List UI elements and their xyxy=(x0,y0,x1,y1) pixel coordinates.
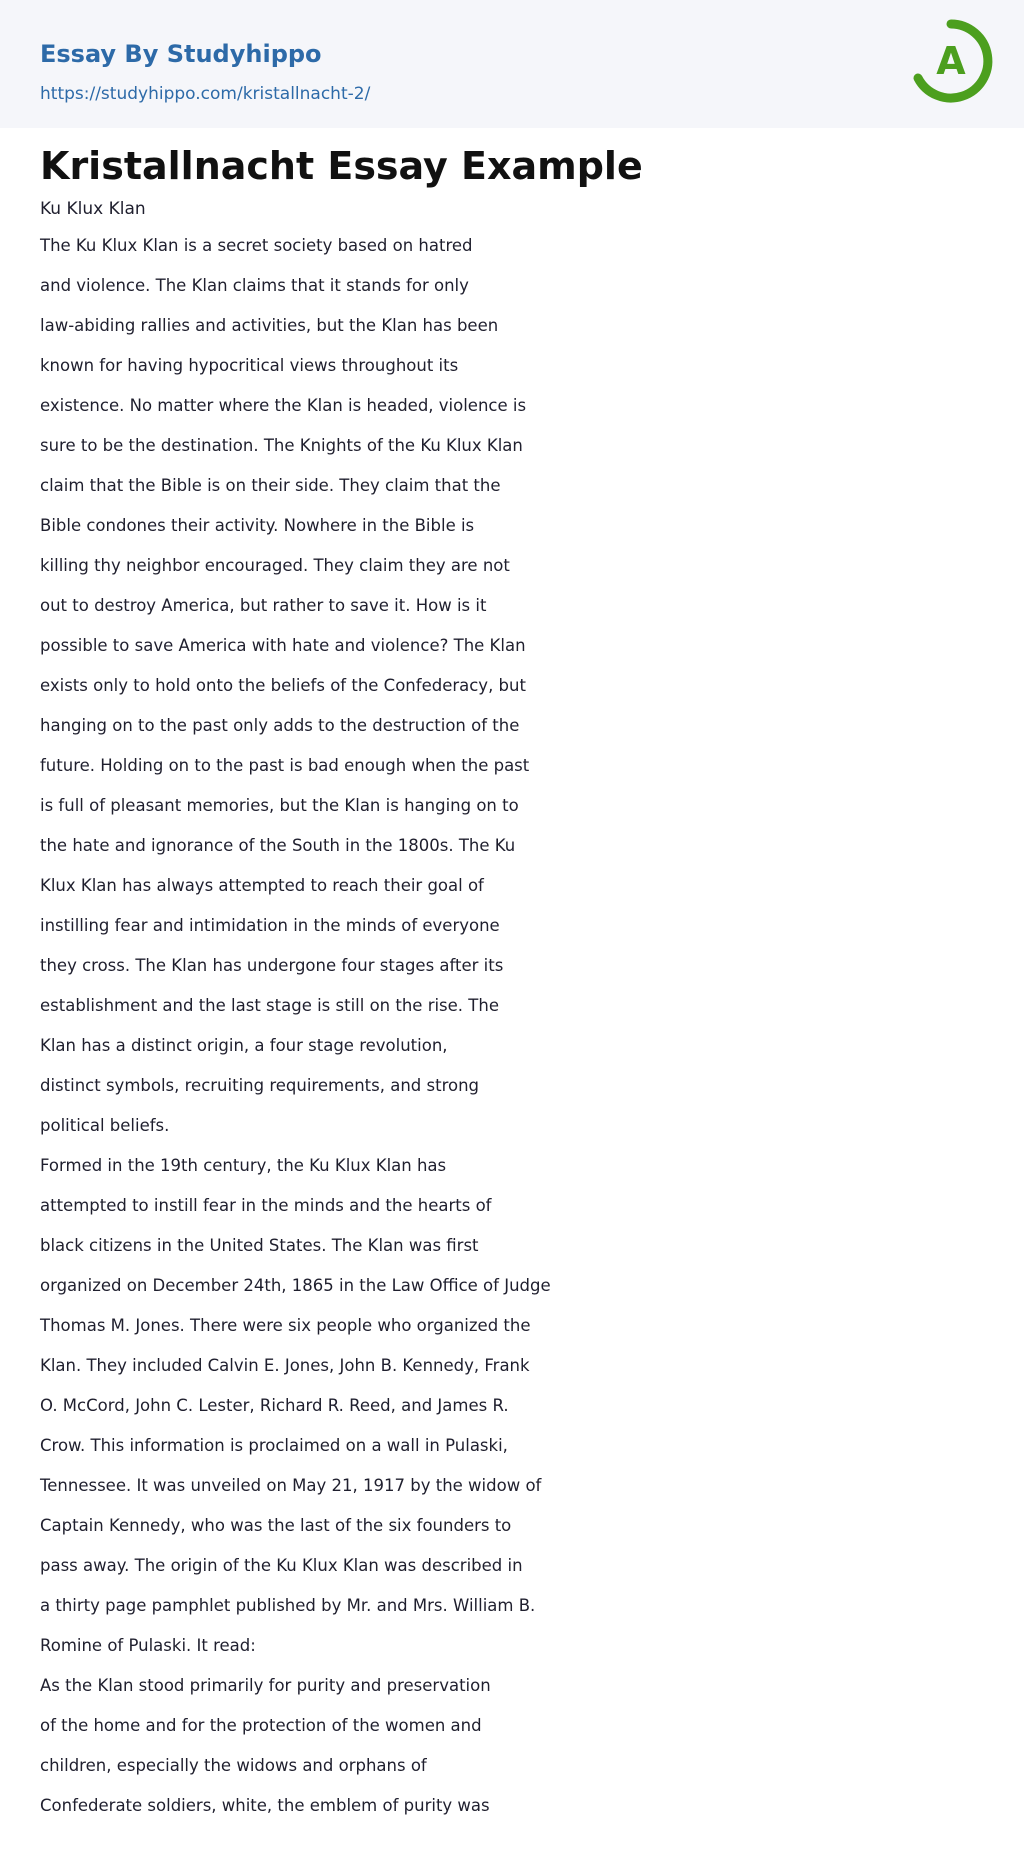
essay-line: attempted to instill fear in the minds and the hearts of xyxy=(40,1196,492,1215)
essay-line: The Ku Klux Klan is a secret society based on hatred xyxy=(40,236,473,255)
site-brand[interactable]: Essay By Studyhippo xyxy=(40,40,322,68)
studyhippo-logo-icon[interactable] xyxy=(906,16,996,106)
essay-line: known for having hypocritical views throughout its xyxy=(40,356,459,375)
essay-content xyxy=(40,140,760,1826)
essay-line: Klux Klan has always attempted to reach their goal of xyxy=(40,876,484,895)
site-header xyxy=(0,0,1024,128)
essay-line: and violence. The Klan claims that it stands for only xyxy=(40,276,469,295)
essay-body xyxy=(40,226,760,1826)
essay-line: the hate and ignorance of the South in the 1800s. The Ku xyxy=(40,836,516,855)
essay-line: a thirty page pamphlet published by Mr. and Mrs. William B. xyxy=(40,1596,536,1615)
essay-line: Thomas M. Jones. There were six people who organized the xyxy=(40,1316,531,1335)
essay-line: distinct symbols, recruiting requirements, and strong xyxy=(40,1076,480,1095)
essay-line: political beliefs. xyxy=(40,1116,170,1135)
essay-line: existence. No matter where the Klan is headed, violence is xyxy=(40,396,527,415)
essay-line: Klan. They included Calvin E. Jones, John B. Kennedy, Frank xyxy=(40,1356,530,1375)
essay-line: pass away. The origin of the Ku Klux Klan was described in xyxy=(40,1556,523,1575)
essay-line: Crow. This information is proclaimed on a wall in Pulaski, xyxy=(40,1436,508,1455)
essay-line: of the home and for the protection of the women and xyxy=(40,1716,482,1735)
essay-line: Tennessee. It was unveiled on May 21, 1917 by the widow of xyxy=(40,1476,542,1495)
essay-line: instilling fear and intimidation in the minds of everyone xyxy=(40,916,500,935)
essay-line: they cross. The Klan has undergone four stages after its xyxy=(40,956,504,975)
page-title: Kristallnacht Essay Example xyxy=(40,144,643,188)
essay-line: killing thy neighbor encouraged. They claim they are not xyxy=(40,556,510,575)
essay-line: sure to be the destination. The Knights of the Ku Klux Klan xyxy=(40,436,523,455)
essay-line: claim that the Bible is on their side. They claim that the xyxy=(40,476,501,495)
essay-line: Confederate soldiers, white, the emblem of purity was xyxy=(40,1796,490,1815)
essay-line: hanging on to the past only adds to the destruction of the xyxy=(40,716,520,735)
essay-line: Bible condones their activity. Nowhere in the Bible is xyxy=(40,516,475,535)
essay-subtitle: Ku Klux Klan xyxy=(40,199,146,219)
essay-line: O. McCord, John C. Lester, Richard R. Reed, and James R. xyxy=(40,1396,509,1415)
essay-line: children, especially the widows and orphans of xyxy=(40,1756,427,1775)
essay-line: is full of pleasant memories, but the Klan is hanging on to xyxy=(40,796,519,815)
essay-line: black citizens in the United States. The Klan was first xyxy=(40,1236,479,1255)
essay-line: out to destroy America, but rather to save it. How is it xyxy=(40,596,487,615)
essay-line: Klan has a distinct origin, a four stage revolution, xyxy=(40,1036,448,1055)
essay-line: Romine of Pulaski. It read: xyxy=(40,1636,256,1655)
source-url-link[interactable]: https://studyhippo.com/kristallnacht-2/ xyxy=(40,84,371,104)
logo-letter: A xyxy=(936,39,966,83)
essay-line: future. Holding on to the past is bad enough when the past xyxy=(40,756,530,775)
essay-line: Formed in the 19th century, the Ku Klux Klan has xyxy=(40,1156,447,1175)
essay-line: As the Klan stood primarily for purity and preservation xyxy=(40,1676,491,1695)
essay-line: law-abiding rallies and activities, but the Klan has been xyxy=(40,316,499,335)
essay-line: possible to save America with hate and violence? The Klan xyxy=(40,636,526,655)
essay-line: organized on December 24th, 1865 in the Law Office of Judge xyxy=(40,1276,551,1295)
essay-line: exists only to hold onto the beliefs of the Confederacy, but xyxy=(40,676,526,695)
essay-line: Captain Kennedy, who was the last of the six founders to xyxy=(40,1516,512,1535)
essay-line: establishment and the last stage is still on the rise. The xyxy=(40,996,499,1015)
